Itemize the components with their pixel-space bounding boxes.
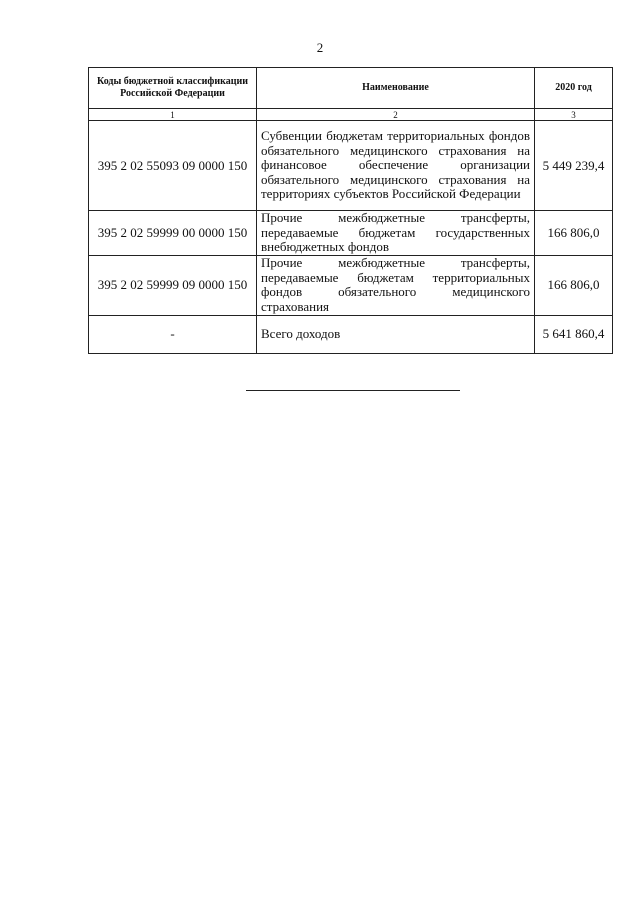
revenue-name: Прочие межбюджетные трансферты, передаваемые бюджетам территориальных фондов обязательного медицинского страхования bbox=[257, 255, 535, 315]
page-number: 2 bbox=[316, 40, 324, 55]
budget-code: 395 2 02 59999 09 0000 150 bbox=[89, 255, 257, 315]
revenue-total-amount: 5 641 860,4 bbox=[535, 315, 613, 353]
budget-revenue-table bbox=[88, 67, 613, 354]
revenue-amount: 5 449 239,4 bbox=[535, 121, 613, 211]
table-row bbox=[89, 121, 613, 211]
revenue-amount: 166 806,0 bbox=[535, 255, 613, 315]
column-number-row bbox=[89, 109, 613, 121]
budget-code: 395 2 02 59999 00 0000 150 bbox=[89, 211, 257, 256]
column-number: 2 bbox=[257, 109, 535, 121]
revenue-name: Субвенции бюджетам территориальных фондов обязательного медицинского страхования на финансовое обеспечение организации обязательного медицинского страхования на территориях субъектов Российской Федерации bbox=[257, 121, 535, 211]
budget-code: 395 2 02 55093 09 0000 150 bbox=[89, 121, 257, 211]
header-year: 2020 год bbox=[535, 68, 613, 109]
end-of-document-line bbox=[246, 390, 460, 391]
revenue-name: Прочие межбюджетные трансферты, передаваемые бюджетам государственных внебюджетных фондов bbox=[257, 211, 535, 256]
column-number: 1 bbox=[89, 109, 257, 121]
revenue-name: Всего доходов bbox=[257, 315, 535, 353]
budget-code: - bbox=[89, 315, 257, 353]
column-number: 3 bbox=[535, 109, 613, 121]
table-row bbox=[89, 211, 613, 256]
table-header-row bbox=[89, 68, 613, 109]
header-budget-codes: Коды бюджетной классификации Российской Федерации bbox=[89, 68, 257, 109]
revenue-amount: 166 806,0 bbox=[535, 211, 613, 256]
header-name: Наименование bbox=[257, 68, 535, 109]
table-row bbox=[89, 255, 613, 315]
table-row-total bbox=[89, 315, 613, 353]
